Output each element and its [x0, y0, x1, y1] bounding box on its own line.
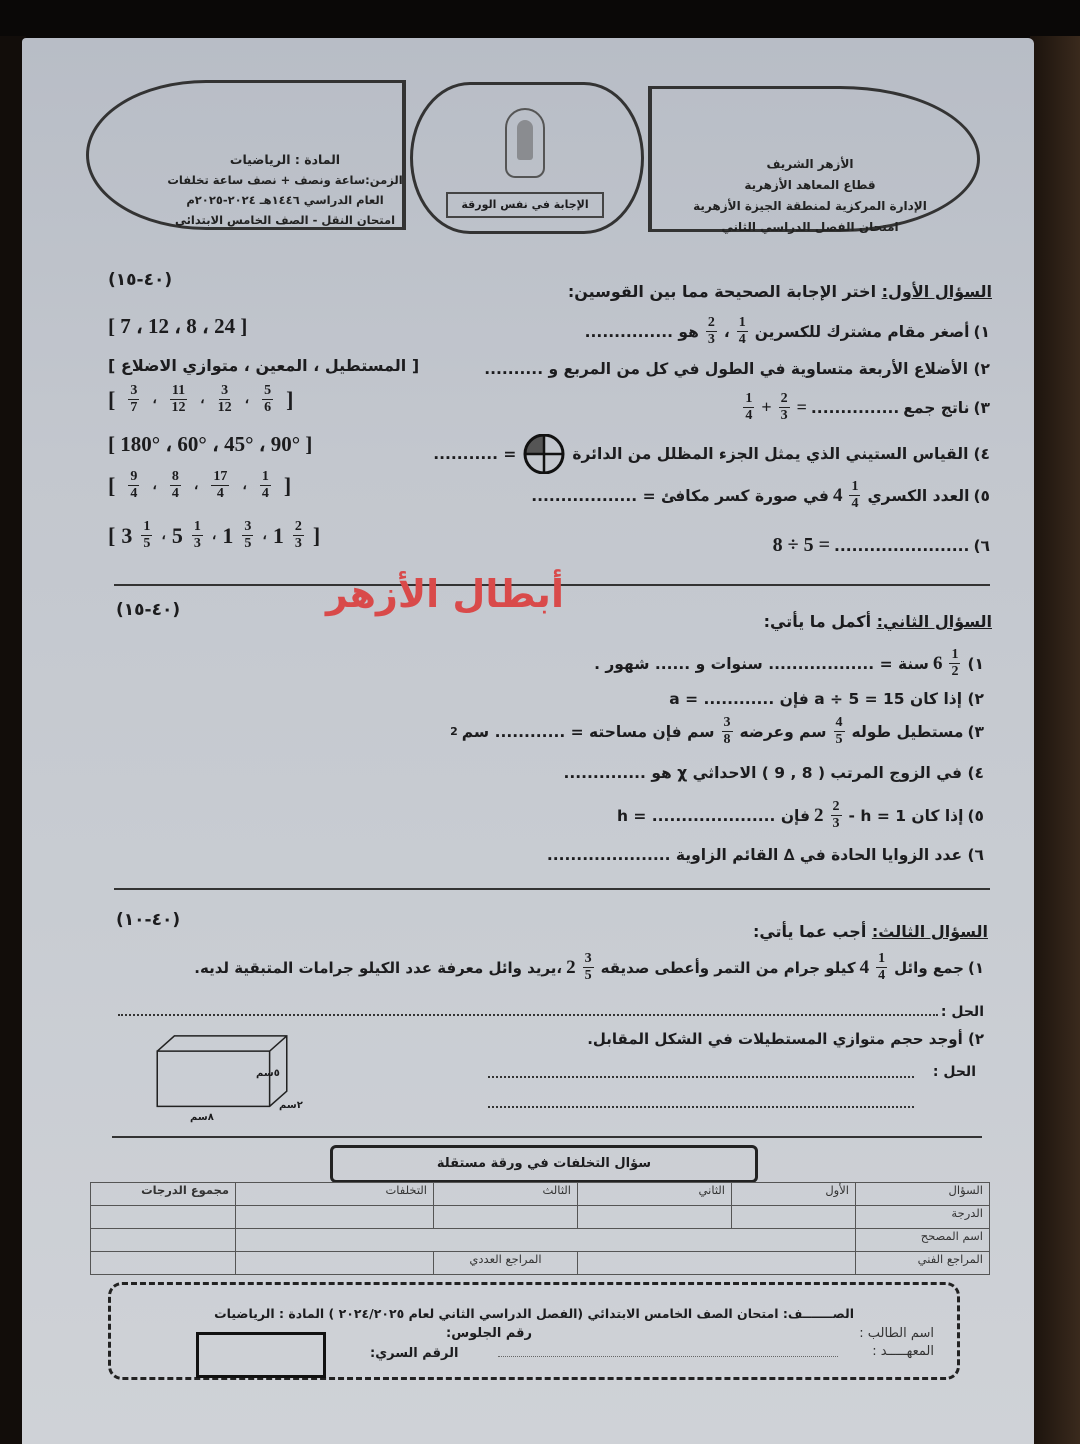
item-number: ١) — [967, 958, 984, 977]
al-azhar-emblem-icon — [505, 108, 545, 178]
header-left-text — [150, 150, 420, 170]
grades-table — [90, 1182, 990, 1275]
institutes-sector-label: قطاع المعاهد الأزهرية — [744, 178, 876, 192]
q1-item-3-choices: [ $\frac{3}{7}$ ، $\frac{11}{12}$ ، $\frac{3}{12}$ ، $\frac{5}{6}$ ] — [108, 383, 294, 415]
secret-number-label: الرقم السري: — [370, 1346, 459, 1361]
grade-cell[interactable] — [578, 1252, 856, 1275]
superscript: 2 — [450, 725, 458, 738]
choice-fraction: $\frac{3}{7}$ — [130, 383, 138, 415]
header-cell: مجموع الدرجات — [91, 1183, 236, 1206]
q1-item-2-choices: [ المستطيل ، المعين ، متوازي الاضلاع ] — [108, 356, 420, 375]
grade-cell[interactable] — [236, 1206, 434, 1229]
cuboid-length-label: ٨سم — [190, 1112, 214, 1123]
q1-item-6 — [773, 534, 990, 557]
grade-cell[interactable] — [91, 1229, 236, 1252]
q1-item-2 — [484, 360, 990, 378]
fraction: $\frac{1}{2}$ — [951, 647, 959, 679]
item-text: ،يريد وائل معرفة عدد الكيلو جرامات المتبقية لديه. — [194, 958, 563, 977]
expression: 8 ÷ 5 = — [772, 534, 830, 556]
grade-cell[interactable] — [236, 1229, 856, 1252]
choice-fraction: $\frac{8}{4}$ — [171, 469, 179, 501]
solution-line[interactable] — [488, 1068, 914, 1078]
q2-item-3 — [450, 716, 984, 747]
q1-item-5 — [531, 480, 990, 511]
q2-instruction: أكمل ما يأتي: — [763, 612, 877, 631]
q3-item-2 — [587, 1030, 984, 1048]
choice-fraction: $\frac{1}{5}$ — [143, 519, 151, 551]
item-text: سم وعرضه — [739, 722, 827, 741]
answer-blank[interactable]: هو ............... — [584, 322, 699, 341]
item-number: ٥) — [973, 486, 990, 505]
table-row — [91, 1183, 990, 1206]
choice-fraction: $\frac{1}{4}$ — [261, 469, 269, 501]
q2-item-2 — [669, 690, 984, 708]
answer-blank[interactable]: = ........... — [433, 445, 517, 463]
item-number: ٤) — [967, 764, 984, 782]
table-row — [91, 1206, 990, 1229]
solution-line[interactable] — [488, 1098, 914, 1108]
photo-background-right — [1030, 36, 1080, 1444]
item-number: ٤) — [973, 445, 990, 463]
q2-title — [764, 612, 992, 631]
item-number: ٢) — [967, 1030, 984, 1048]
row-label: المراجع الفني — [856, 1252, 990, 1275]
header-cell: الثالث — [434, 1183, 578, 1206]
time-label: الزمن:ساعة ونصف + نصف ساعة تخلفات — [167, 173, 403, 187]
q1-title-label: السؤال الأول: — [881, 282, 992, 301]
item-number: ٢) — [973, 360, 990, 378]
item-text[interactable]: في الزوج المرتب ( 8 , 9 ) الاحداثي χ هو .............. — [563, 764, 963, 782]
whole-number: 2 — [814, 804, 824, 826]
header-cell: الثاني — [578, 1183, 732, 1206]
q2-item-6 — [547, 846, 984, 864]
item-number: ٥) — [967, 806, 984, 825]
q3-item-2-solution-label: الحل : — [932, 1064, 976, 1080]
q1-item-4-choices: [ 180° ، 60° ، 45° ، 90° ] — [108, 432, 313, 456]
grade-cell[interactable] — [732, 1206, 856, 1229]
grade-cell[interactable] — [236, 1252, 434, 1275]
answer-blank[interactable]: ....................... — [834, 536, 970, 555]
choice-fraction: $\frac{3}{12}$ — [217, 383, 232, 415]
q3-item-1-solution-label: الحل : — [940, 1004, 984, 1020]
q1-item-3: ٣) ناتج جمع ............... = $\frac{2}{3}$ + $\frac{1}{4}$ — [745, 391, 990, 423]
item-text: كيلو جرام من التمر وأعطى صديقه — [600, 958, 856, 977]
q1-item-4 — [433, 434, 990, 474]
answer-blank[interactable]: سم فإن مساحته = ............ سم — [461, 722, 715, 741]
fraction: $\frac{1}{4}$ — [878, 951, 886, 983]
q1-item-6-choices: [ 3 $\frac{1}{5}$ ، 5 $\frac{1}{3}$ ، 1 $\frac{3}{5}$ ، 1 $\frac{2}{3}$ ] — [108, 519, 321, 551]
whole-number: 4 — [832, 484, 843, 506]
item-text[interactable]: الأضلاع الأربعة متساوية في الطول في كل من المربع و .......... — [484, 360, 969, 378]
fraction: $\frac{2}{3}$ — [707, 315, 715, 347]
header-cell: التخلفات — [236, 1183, 434, 1206]
table-row — [91, 1252, 990, 1275]
azhar-label: الأزهر الشريف — [766, 157, 854, 171]
q2-item-1 — [594, 648, 984, 679]
choice-fraction: $\frac{9}{4}$ — [130, 469, 138, 501]
central-admin-label: الإدارة المركزية لمنطقة الجيزة الأزهرية — [693, 199, 927, 213]
item-text: جمع وائل — [894, 958, 964, 977]
row-label: المراجع العددي — [434, 1252, 578, 1275]
seat-number-label: رقم الجلوس: — [446, 1326, 533, 1341]
q1-item-5-choices: [ $\frac{9}{4}$ ، $\frac{8}{4}$ ، $\frac{17}{4}$ ، $\frac{1}{4}$ ] — [108, 469, 292, 501]
q2-title-label: السؤال الثاني: — [876, 612, 992, 631]
item-number: ٦) — [967, 846, 984, 864]
q1-item-1-choices: [ 7 ، 12 ، 8 ، 24 ] — [108, 314, 248, 338]
item-number: ٦) — [973, 536, 990, 555]
header-cell: السؤال — [856, 1183, 990, 1206]
item-text: القياس الستيني الذي يمثل الجزء المظلل من الدائرة — [572, 445, 969, 463]
whole-number: 6 — [932, 652, 943, 674]
header-right-text — [670, 154, 950, 238]
fraction: $\frac{1}{4}$ — [745, 391, 753, 423]
table-row — [91, 1229, 990, 1252]
answer-blank[interactable]: فإن ..................... = h — [616, 806, 811, 825]
whole-number: 2 — [566, 956, 576, 978]
exam-label: امتحان النقل - الصف الخامس الابتدائي — [174, 213, 396, 227]
header-cell: الأول — [732, 1183, 856, 1206]
semester-exam-label: امتحان الفصل الدراسي الثاني — [721, 220, 899, 234]
year-label: العام الدراسي ١٤٤٦هـ ٢٠٢٤-٢٠٢٥م — [186, 193, 384, 207]
item-number: ١) — [967, 654, 984, 673]
answer-blank[interactable]: ............... — [810, 398, 900, 417]
choice-fraction: $\frac{17}{4}$ — [213, 469, 228, 501]
grade-cell[interactable] — [578, 1206, 732, 1229]
q1-instruction: اختر الإجابة الصحيحة مما بين القوسين: — [567, 282, 882, 301]
fraction: $\frac{1}{4}$ — [738, 315, 746, 347]
choice-fraction: $\frac{11}{12}$ — [171, 383, 186, 415]
item-number: ١) — [973, 322, 990, 341]
row-label: اسم المصحح — [856, 1229, 990, 1252]
item-number: ٣) — [967, 722, 984, 741]
separate-sheet-label: سؤال التخلفات في ورقة مستقلة — [330, 1145, 758, 1183]
q1-score: (٤٠-١٥) — [108, 270, 173, 290]
item-text: أصغر مقام مشترك للكسرين — [754, 322, 970, 341]
institute-field[interactable] — [498, 1356, 838, 1357]
q3-item-1 — [194, 952, 984, 983]
item-text: ناتج جمع — [903, 398, 970, 417]
item-number: ٣) — [973, 398, 990, 417]
fraction: $\frac{2}{3}$ — [832, 799, 840, 831]
item-text: مستطيل طوله — [851, 722, 964, 741]
cuboid-height-label: ٥سم — [256, 1068, 280, 1079]
item-number: ٢) — [967, 690, 984, 708]
grade-cell[interactable] — [434, 1206, 578, 1229]
item-text[interactable]: عدد الزوايا الحادة في ∆ القائم الزاوية ..................... — [546, 846, 963, 864]
fraction: $\frac{3}{5}$ — [584, 951, 592, 983]
q1-title — [568, 282, 992, 301]
section-divider — [114, 888, 990, 890]
q3-instruction: أجب عما يأتي: — [752, 922, 872, 941]
choice-fraction: $\frac{2}{3}$ — [294, 519, 302, 551]
cuboid-depth-label: ٢سم — [279, 1100, 303, 1111]
q2-score: (٤٠-١٥) — [116, 600, 181, 620]
q1-item-1: ١) أصغر مقام مشترك للكسرين $\frac{1}{4}$ ، $\frac{2}{3}$ هو ............... — [584, 315, 990, 347]
section-divider — [112, 1136, 982, 1138]
fraction: $\frac{2}{3}$ — [780, 391, 788, 423]
fraction: $\frac{3}{8}$ — [723, 715, 731, 747]
answer-blank[interactable]: في صورة كسر مكافئ = .................. — [531, 486, 829, 505]
item-text[interactable]: سنة = .................. سنوات و ...... شهور . — [594, 654, 929, 673]
q2-item-5 — [617, 800, 984, 831]
footer-title: الصـــــــف: امتحان الصف الخامس الابتدائي (الفصل الدراسي الثاني لعام ٢٠٢٤/٢٠٢٥ ) المادة : الرياضيات — [214, 1306, 854, 1321]
solution-line[interactable] — [118, 1006, 938, 1016]
item-text[interactable]: إذا كان 15 = a ÷ 5 فإن ............ = a — [669, 690, 963, 708]
q3-title — [753, 922, 988, 941]
choice-fraction: $\frac{1}{3}$ — [193, 519, 201, 551]
item-text: العدد الكسري — [867, 486, 970, 505]
institute-label: المعهـــــد : — [872, 1344, 934, 1359]
item-text: أوجد حجم متوازي المستطيلات في الشكل المقابل. — [587, 1030, 963, 1048]
student-name-label: اسم الطالب : — [859, 1326, 934, 1341]
watermark: أبطال الأزهر — [326, 572, 564, 616]
q3-score: (٤٠-١٠) — [116, 910, 181, 930]
answer-same-sheet-label: الإجابة في نفس الورقة — [446, 192, 604, 218]
row-label: الدرجة — [856, 1206, 990, 1229]
grade-cell[interactable] — [91, 1206, 236, 1229]
quarter-shaded-circle-icon — [521, 434, 567, 474]
q3-title-label: السؤال الثالث: — [871, 922, 988, 941]
fraction: $\frac{1}{4}$ — [851, 479, 859, 511]
subject-label: المادة : الرياضيات — [229, 152, 341, 167]
q2-item-4 — [563, 764, 984, 782]
choice-fraction: $\frac{3}{5}$ — [244, 519, 252, 551]
secret-number-box[interactable] — [196, 1332, 326, 1378]
header-left-details — [150, 170, 420, 230]
whole-number: 4 — [859, 956, 870, 978]
item-text: إذا كان 1 = h - — [848, 806, 964, 825]
choice-fraction: $\frac{5}{6}$ — [264, 383, 272, 415]
grade-cell[interactable] — [91, 1252, 236, 1275]
fraction: $\frac{4}{5}$ — [835, 715, 843, 747]
